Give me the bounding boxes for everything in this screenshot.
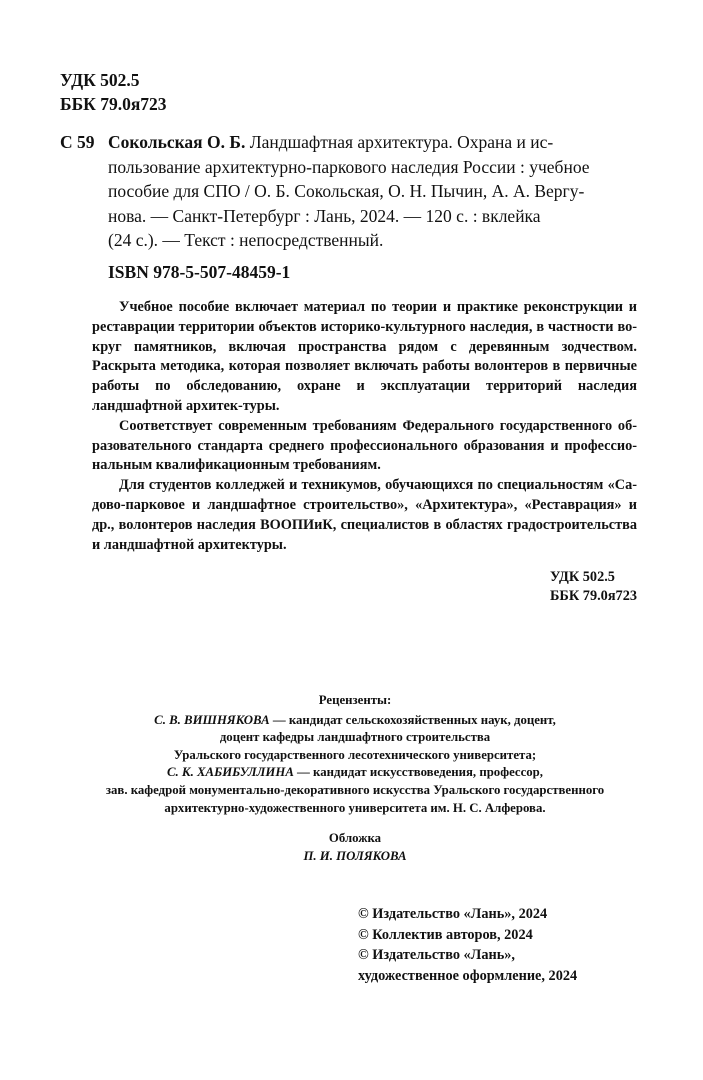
reviewers-block (60, 692, 650, 817)
reviewer-1-desc: — кандидат сельскохозяйственных наук, доцент, (269, 712, 556, 727)
classification-codes-footer (550, 568, 637, 606)
title-line-2: пользование архитектурно-паркового наследия России : учебное (108, 156, 590, 177)
copyright-line-4: художественное оформление, 2024 (358, 967, 578, 984)
classification-codes (60, 68, 167, 116)
bbk-code-footer: ББК 79.0я723 (549, 588, 637, 604)
reviewer-1-position: доцент кафедры ландшафтного строительства (219, 730, 491, 745)
title-line-1: Ландшафтная архитектура. Охрана и ис- (245, 132, 554, 152)
udk-code-footer: УДК 502.5 (549, 569, 615, 585)
catalog-record (60, 130, 650, 282)
reviewer-2-position: зав. кафедрой монументально-декоративного искусства Уральского государственного (105, 782, 605, 797)
reviewer-2-affiliation: архитектурно-художественного университета им. Н. С. Алферова. (164, 800, 546, 815)
reviewers-title: Рецензенты: (318, 693, 392, 707)
annotation-paragraph-3: Для студентов колледжей и техникумов, обучающихся по специальностям «Са-дово-парковое и ландшафтное строительство», «Архитектура», «Реставрация» и др., волонтеров наследия ВООПИиК, специалистов в областях градостроительства и ландшафтной архитектуры. (92, 477, 637, 553)
title-line-4: нова. — Санкт-Петербург : Лань, 2024. — 120 с. : вклейка (108, 205, 541, 226)
copyright-line-2: © Коллектив авторов, 2024 (358, 926, 533, 943)
reviewer-1-affiliation: Уральского государственного лесотехнического университета; (173, 747, 537, 762)
annotation-paragraph-1: Учебное пособие включает материал по теории и практике реконструкции и реставрации территории объектов историко-культурного наследия, в частности во-круг памятников, включая пространства рядом с деревянным зодчеством. Раскрыта методика, которая позволяет включать работы волонтеров в первичные работы по обследованию, охране и эксплуатации территорий наследия ландшафтной архитек-туры. (92, 299, 637, 414)
author-name: Сокольская О. Б. (108, 132, 246, 152)
title-line-5: (24 с.). — Текст : непосредственный. (108, 230, 384, 251)
title-line-3: пособие для СПО / О. Б. Сокольская, О. Н. Пычин, А. А. Вергу- (108, 181, 585, 202)
cover-title: Обложка (328, 831, 382, 845)
copyright-line-3: © Издательство «Лань», (358, 947, 516, 964)
copyright-line-1: © Издательство «Лань», 2024 (358, 906, 548, 922)
udk-code: УДК 502.5 (60, 70, 140, 90)
copyright-block (358, 904, 577, 986)
annotation-paragraph-2: Соответствует современным требованиям Федерального государственного об-разовательного стандарта среднего профессионального образования и профессио-нальным квалификационным требованиям. (92, 417, 637, 474)
reviewer-2-desc: — кандидат искусствоведения, профессор, (293, 765, 543, 780)
cover-artist: П. И. ПОЛЯКОВА (303, 848, 407, 863)
reviewer-1-name: С. В. ВИШНЯКОВА (154, 712, 270, 727)
cover-credit (60, 830, 650, 865)
isbn: ISBN 978-5-507-48459-1 (108, 262, 291, 282)
author-mark: С 59 (60, 132, 95, 152)
annotation (92, 298, 637, 555)
bibliographic-description (108, 130, 650, 253)
reviewer-2-name: С. К. ХАБИБУЛЛИНА (167, 765, 294, 780)
bbk-code: ББК 79.0я723 (60, 94, 167, 114)
